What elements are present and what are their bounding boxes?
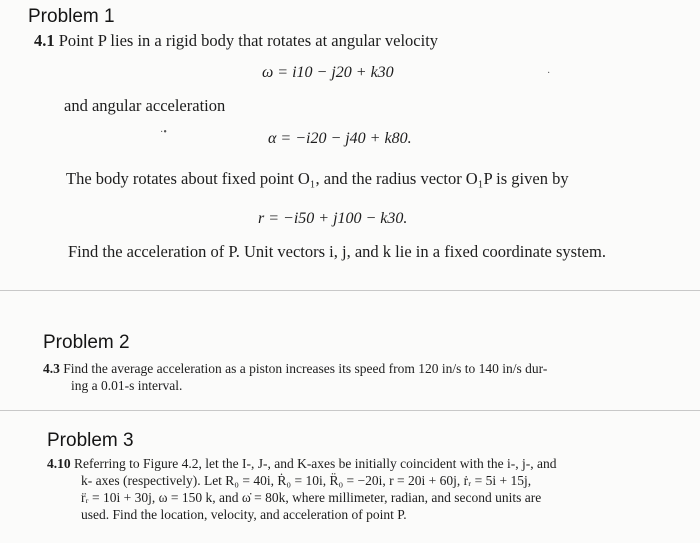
problem-2-text: Find the average acceleration as a piston increases its speed from 120 in/s to 140 in/s dur- xyxy=(63,361,548,376)
problem-1-line-2: and angular acceleration xyxy=(64,96,226,115)
problem-1-line-4: Find the acceleration of P. Unit vectors i, j, and k lie in a fixed coordinate system. xyxy=(68,242,606,261)
problem-1-header: Problem 1 xyxy=(28,6,115,27)
stray-mark: · xyxy=(547,68,551,79)
problem-2-text-2: ing a 0.01-s interval. xyxy=(71,378,183,393)
problem-1-line-1: Point P lies in a rigid body that rotates at angular velocity xyxy=(58,31,439,50)
problem-1-line-3: The body rotates about fixed point O₁, and the radius vector O₁P is given by xyxy=(66,169,569,188)
equation-alpha: α = −i20 − j40 + k80. xyxy=(268,130,412,147)
problem-1-statement xyxy=(34,31,438,51)
problem-3-line-2: k- axes (respectively). Let R₀ = 40i, Ṙ₀ = 10i, R̈₀ = −20i, r = 20i + 60j, ṙᵣ = 5i + 15j, xyxy=(81,473,532,488)
problem-2-header: Problem 2 xyxy=(43,332,130,353)
section-divider xyxy=(0,290,700,291)
stray-mark-2: ·• xyxy=(160,127,167,138)
problem-2-statement xyxy=(43,360,643,394)
problem-3-statement xyxy=(47,455,677,523)
problem-3-line-4: used. Find the location, velocity, and acceleration of point P. xyxy=(81,507,407,522)
problem-2-number: 4.3 xyxy=(43,361,60,376)
problem-3-line-1: Referring to Figure 4.2, let the I-, J-, and K-axes be initially coincident with the i-, j-, and xyxy=(74,456,557,471)
section-divider-2 xyxy=(0,410,700,411)
equation-omega: ω = i10 − j20 + k30 xyxy=(262,64,394,81)
problem-1-number: 4.1 xyxy=(34,31,55,50)
problem-3-header: Problem 3 xyxy=(47,430,134,451)
problem-3-line-3: r̈ᵣ = 10i + 30j, ω = 150 k, and ω̇ = 80k, where millimeter, radian, and second units are xyxy=(81,490,542,505)
equation-r: r = −i50 + j100 − k30. xyxy=(258,210,408,227)
problem-3-number: 4.10 xyxy=(47,456,71,471)
